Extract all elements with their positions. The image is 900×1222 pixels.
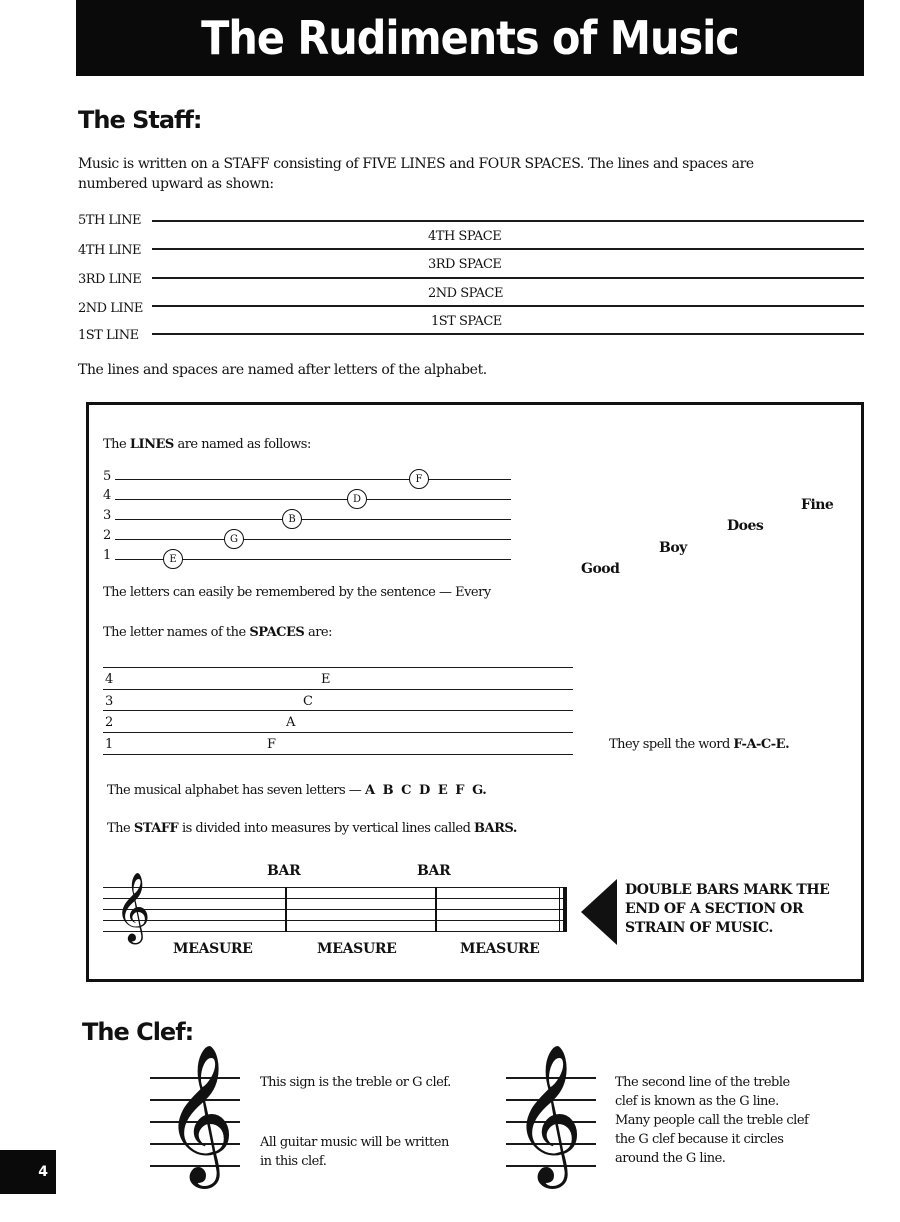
space-number: 3 <box>105 694 113 709</box>
note-circle: F <box>409 469 429 489</box>
spaces-intro-pre: The letter names of the <box>103 625 246 640</box>
bars-mid: is divided into measures by vertical lines called <box>181 821 471 836</box>
treble-clef-icon: 𝄞 <box>512 1044 583 1183</box>
note-circle: D <box>347 489 367 509</box>
staff-line <box>115 499 511 500</box>
staff-line <box>103 898 567 899</box>
staff-line-4 <box>152 248 864 250</box>
note-circle: E <box>163 549 183 569</box>
space-label-1: 1ST SPACE <box>431 314 502 329</box>
bar-label: BAR <box>267 863 301 879</box>
staff-line <box>103 710 573 711</box>
space-number: 1 <box>105 737 113 752</box>
measure-label: MEASURE <box>317 941 397 957</box>
page-number: 4 <box>38 1164 48 1180</box>
bar-line <box>285 887 287 932</box>
staff-heading: The Staff: <box>78 106 202 134</box>
lines-spaces-box <box>86 402 864 982</box>
staff-line <box>103 887 567 888</box>
mnemonic-word-good: Good <box>581 561 620 577</box>
clef-left-text-2: All guitar music will be written in this clef. <box>260 1135 449 1169</box>
alphabet-line <box>107 783 486 798</box>
line-label-1: 1ST LINE <box>78 328 139 343</box>
bar-staff <box>103 859 583 963</box>
page-title-text: The Rudiments of Music <box>201 11 739 65</box>
spaces-intro-post: are: <box>307 625 332 640</box>
measure-label: MEASURE <box>460 941 540 957</box>
staff-line <box>103 732 573 733</box>
space-label-2: 2ND SPACE <box>428 286 503 301</box>
double-bar-thin <box>559 887 560 932</box>
mnemonic-word-fine: Fine <box>801 497 834 513</box>
spaces-staff <box>103 661 583 761</box>
arrow-left-icon <box>579 877 619 947</box>
note-circle: B <box>282 509 302 529</box>
double-bar-note <box>625 881 829 938</box>
face-bold: F-A-C-E. <box>733 737 790 752</box>
lines-intro-pre: The <box>103 437 127 452</box>
staff-line-1 <box>152 333 864 335</box>
space-number: 4 <box>105 672 113 687</box>
face-note <box>609 737 789 752</box>
spaces-intro-bold: SPACES <box>249 625 305 640</box>
line-number: 3 <box>103 508 111 523</box>
mnemonic-word-does: Does <box>727 518 764 534</box>
double-bar-thick <box>563 887 567 932</box>
staff-line <box>115 519 511 520</box>
space-letter: A <box>286 715 295 730</box>
alphabet-letters: A B C D E F G. <box>364 783 487 798</box>
bars-bold-staff: STAFF <box>133 821 179 836</box>
staff-line <box>103 931 567 932</box>
bars-bold-bars: BARS. <box>474 821 517 836</box>
double-bar-note-line: DOUBLE BARS MARK THE <box>625 882 830 898</box>
lines-staff <box>103 467 523 567</box>
bar-label: BAR <box>417 863 451 879</box>
double-bar-note-line: STRAIN OF MUSIC. <box>625 920 773 936</box>
line-number: 4 <box>103 488 111 503</box>
treble-clef-figure-right <box>506 1044 598 1195</box>
treble-clef-icon: 𝄞 <box>164 1044 235 1183</box>
lines-intro <box>103 437 311 452</box>
face-pre: They spell the word <box>609 737 730 752</box>
double-bar-note-line: END OF A SECTION OR <box>625 901 804 917</box>
space-label-3: 3RD SPACE <box>428 257 502 272</box>
page-number-tab <box>0 1150 56 1194</box>
lines-intro-post: are named as follows: <box>177 437 311 452</box>
staff-line <box>103 689 573 690</box>
lines-intro-bold: LINES <box>129 437 174 452</box>
alphabet-pre: The musical alphabet has seven letters — <box>107 783 362 798</box>
page-title <box>76 0 864 76</box>
staff-line <box>103 909 567 910</box>
measure-label: MEASURE <box>173 941 253 957</box>
space-number: 2 <box>105 715 113 730</box>
staff-line-5 <box>152 220 864 222</box>
line-label-4: 4TH LINE <box>78 243 142 258</box>
staff-line <box>103 920 567 921</box>
bars-pre: The <box>107 821 131 836</box>
treble-clef-icon: 𝄞 <box>115 872 151 942</box>
clef-heading: The Clef: <box>82 1018 194 1046</box>
mnemonic-word-boy: Boy <box>659 540 687 556</box>
staff-line <box>115 479 511 480</box>
line-label-2: 2ND LINE <box>78 301 143 316</box>
space-label-4: 4TH SPACE <box>428 229 502 244</box>
treble-clef-figure-left <box>150 1044 242 1195</box>
staff-line <box>103 667 573 668</box>
bar-line <box>435 887 437 932</box>
note-circle: G <box>224 529 244 549</box>
line-label-3: 3RD LINE <box>78 272 142 287</box>
space-letter: E <box>321 672 330 687</box>
staff-line-2 <box>152 305 864 307</box>
staff-line <box>115 539 511 540</box>
bars-line <box>107 821 517 836</box>
space-letter: F <box>267 737 276 752</box>
spaces-intro <box>103 625 332 640</box>
clef-left-text-1: This sign is the treble or G clef. <box>260 1075 451 1090</box>
line-number: 5 <box>103 469 111 484</box>
line-number: 2 <box>103 528 111 543</box>
line-number: 1 <box>103 548 111 563</box>
staff-intro: Music is written on a STAFF consisting of FIVE LINES and FOUR SPACES. The lines and spaces are numbered upward as shown: <box>78 156 754 192</box>
space-letter: C <box>303 694 313 709</box>
staff-diagram <box>78 210 868 350</box>
mnemonic-sentence: The letters can easily be remembered by the sentence — Every <box>103 585 491 600</box>
staff-outro: The lines and spaces are named after letters of the alphabet. <box>78 362 487 378</box>
staff-line <box>103 754 573 755</box>
line-label-5: 5TH LINE <box>78 213 142 228</box>
staff-line-3 <box>152 277 864 279</box>
clef-right-text: The second line of the treble clef is known as the G line. Many people call the treble clef the G clef because it circles around the G line. <box>615 1075 809 1166</box>
